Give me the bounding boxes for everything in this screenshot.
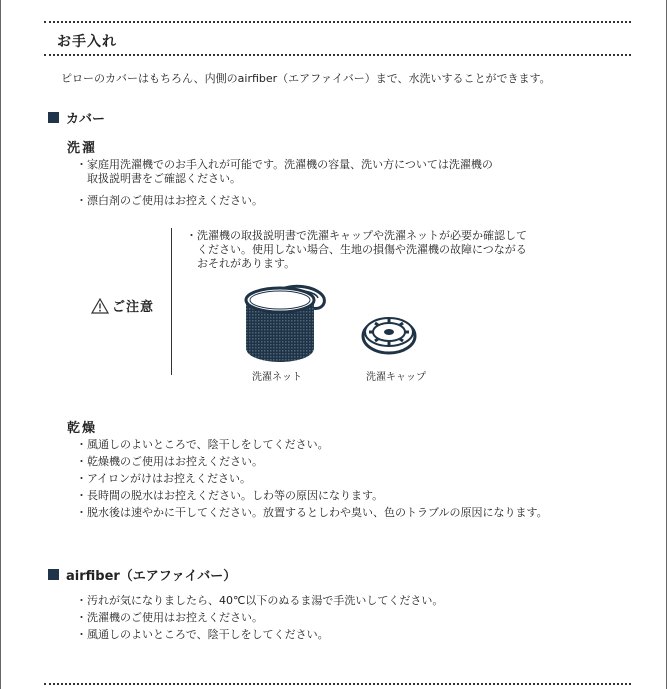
cover-heading (48, 108, 105, 127)
caution-label-text: ご注意 (112, 300, 155, 315)
caution-divider (171, 228, 172, 375)
airfiber-heading-label: airfiber（エアファイバー） (66, 569, 237, 584)
laundry-cap-caption: 洗濯キャップ (366, 372, 426, 383)
dry-line: ・乾燥機のご使用はお控えください。 (76, 455, 263, 468)
airfiber-line: ・風通しのよいところで、陰干しをしてください。 (76, 628, 329, 641)
caution-line: ・洗濯機の取扱説明書で洗濯キャップや洗濯ネットが必要か確認して (186, 229, 527, 242)
square-bullet-icon (48, 569, 59, 580)
wash-line: ・漂白剤のご使用はお控えください。 (76, 194, 263, 207)
wash-heading: 洗濯 (67, 141, 98, 156)
intro-text: ピローのカバーはもちろん、内側のairfiber（エアファイバー）まで、水洗いすることができます。 (61, 72, 551, 85)
top-dotted-divider (44, 21, 631, 23)
dry-line: ・長時間の脱水はお控えください。しわ等の原因になります。 (76, 489, 384, 502)
airfiber-line: ・洗濯機のご使用はお控えください。 (76, 611, 263, 624)
warning-triangle-icon (91, 298, 109, 314)
laundry-net-icon (240, 278, 330, 364)
caution-label (91, 296, 154, 315)
airfiber-line: ・汚れが気になりましたら、40℃以下のぬるま湯で手洗いしてください。 (76, 594, 444, 607)
wash-line: ・家庭用洗濯機でのお手入れが可能です。洗濯機の容量、洗い方については洗濯機の (76, 158, 493, 171)
dry-line: ・風通しのよいところで、陰干しをしてください。 (76, 438, 329, 451)
bottom-dotted-divider (44, 683, 631, 685)
title-dotted-divider (44, 54, 631, 56)
caution-line: おそれがあります。 (186, 257, 296, 270)
dry-line: ・脱水後は速やかに干してください。放置するとしわや臭い、色のトラブルの原因になります。 (76, 506, 548, 519)
dry-line: ・アイロンがけはお控えください。 (76, 472, 252, 485)
caution-line: ください。使用しない場合、生地の損傷や洗濯機の故障につながる (186, 243, 527, 256)
square-bullet-icon (48, 112, 59, 123)
page-title: お手入れ (57, 34, 117, 50)
laundry-cap-icon (360, 310, 418, 356)
airfiber-heading (48, 565, 236, 584)
wash-line: 取扱説明書をご確認ください。 (76, 172, 241, 185)
dry-heading: 乾燥 (67, 421, 98, 436)
cover-heading-label: カバー (66, 112, 106, 127)
laundry-net-caption: 洗濯ネット (252, 372, 302, 383)
